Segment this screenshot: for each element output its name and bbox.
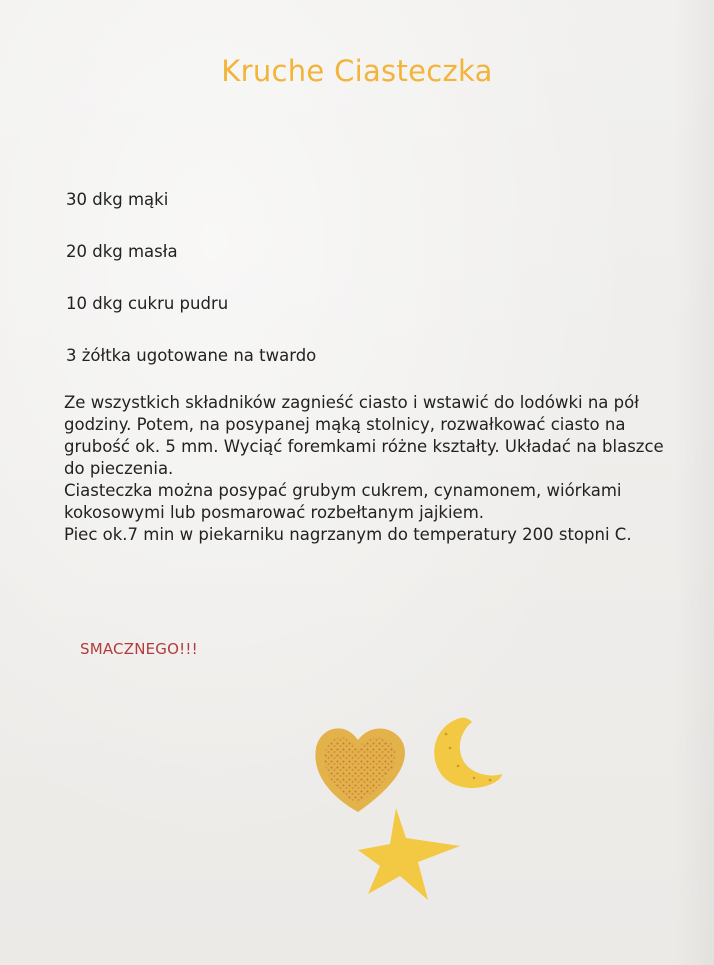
instruction-paragraph: Piec ok.7 min w piekarniku nagrzanym do temperatury 200 stopni C. [64, 525, 632, 544]
heart-cookie-icon [315, 728, 405, 812]
ingredient-item: 20 dkg masła [66, 242, 178, 261]
cookie-decorations [300, 700, 520, 910]
crescent-moon-cookie-icon [434, 718, 502, 788]
ingredient-item: 30 dkg mąki [66, 190, 169, 209]
ingredient-list [66, 188, 316, 396]
recipe-title: Kruche Ciasteczka [221, 54, 493, 88]
star-cookie-icon [358, 808, 460, 900]
instructions [64, 392, 664, 546]
instruction-paragraph: Ciasteczka można posypać grubym cukrem, cynamonem, wiórkami kokosowymi lub posmarować rozbełtanym jajkiem. [64, 481, 622, 522]
instruction-paragraph: Ze wszystkich składników zagnieść ciasto i wstawić do lodówki na pół godziny. Potem, na posypanej mąką stolnicy, rozwałkować ciasto na grubość ok. 5 mm. Wyciąć foremkami różne kształty. Układać na blaszce do pieczenia. [64, 393, 664, 478]
ingredient-item: 10 dkg cukru pudru [66, 294, 229, 313]
closing-text: SMACZNEGO!!! [80, 640, 198, 658]
ingredient-item: 3 żółtka ugotowane na twardo [66, 346, 317, 365]
